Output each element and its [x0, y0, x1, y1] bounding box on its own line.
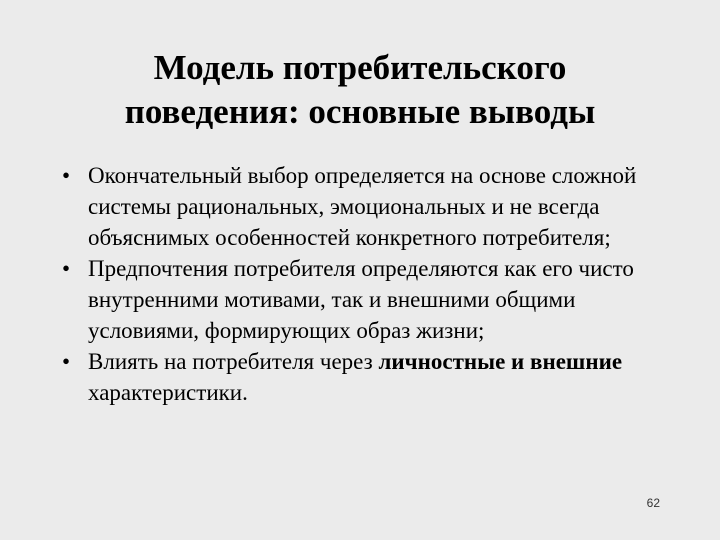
bullet-icon: •	[62, 256, 71, 281]
bullet-list	[62, 160, 682, 408]
bullet-text: Окончательный выбор определяется на основе сложной системы рациональных, эмоциональных и не всегда объяснимых особенностей конкретного потребителя;	[88, 163, 637, 250]
bullet-item-influence	[62, 346, 682, 408]
bullet-text: Предпочтения потребителя определяются как его чисто внутренними мотивами, так и внешними общими условиями, формирующих образ жизни;	[88, 256, 634, 343]
bullet-text-regular-end: характеристики.	[88, 380, 248, 405]
slide-title-line-2: поведения: основные выводы	[124, 92, 596, 131]
slide-number: 62	[646, 496, 660, 510]
bullet-icon: •	[62, 349, 71, 374]
bullet-item-final-choice	[62, 160, 682, 253]
bullet-text-bold: личностные и внешние	[378, 349, 623, 374]
bullet-icon: •	[62, 163, 71, 188]
bullet-item-preferences	[62, 253, 682, 346]
slide-title-line-1: Модель потребительского	[153, 48, 567, 87]
bullet-text-regular: Влиять на потребителя через	[88, 349, 379, 374]
slide-title	[40, 46, 680, 134]
